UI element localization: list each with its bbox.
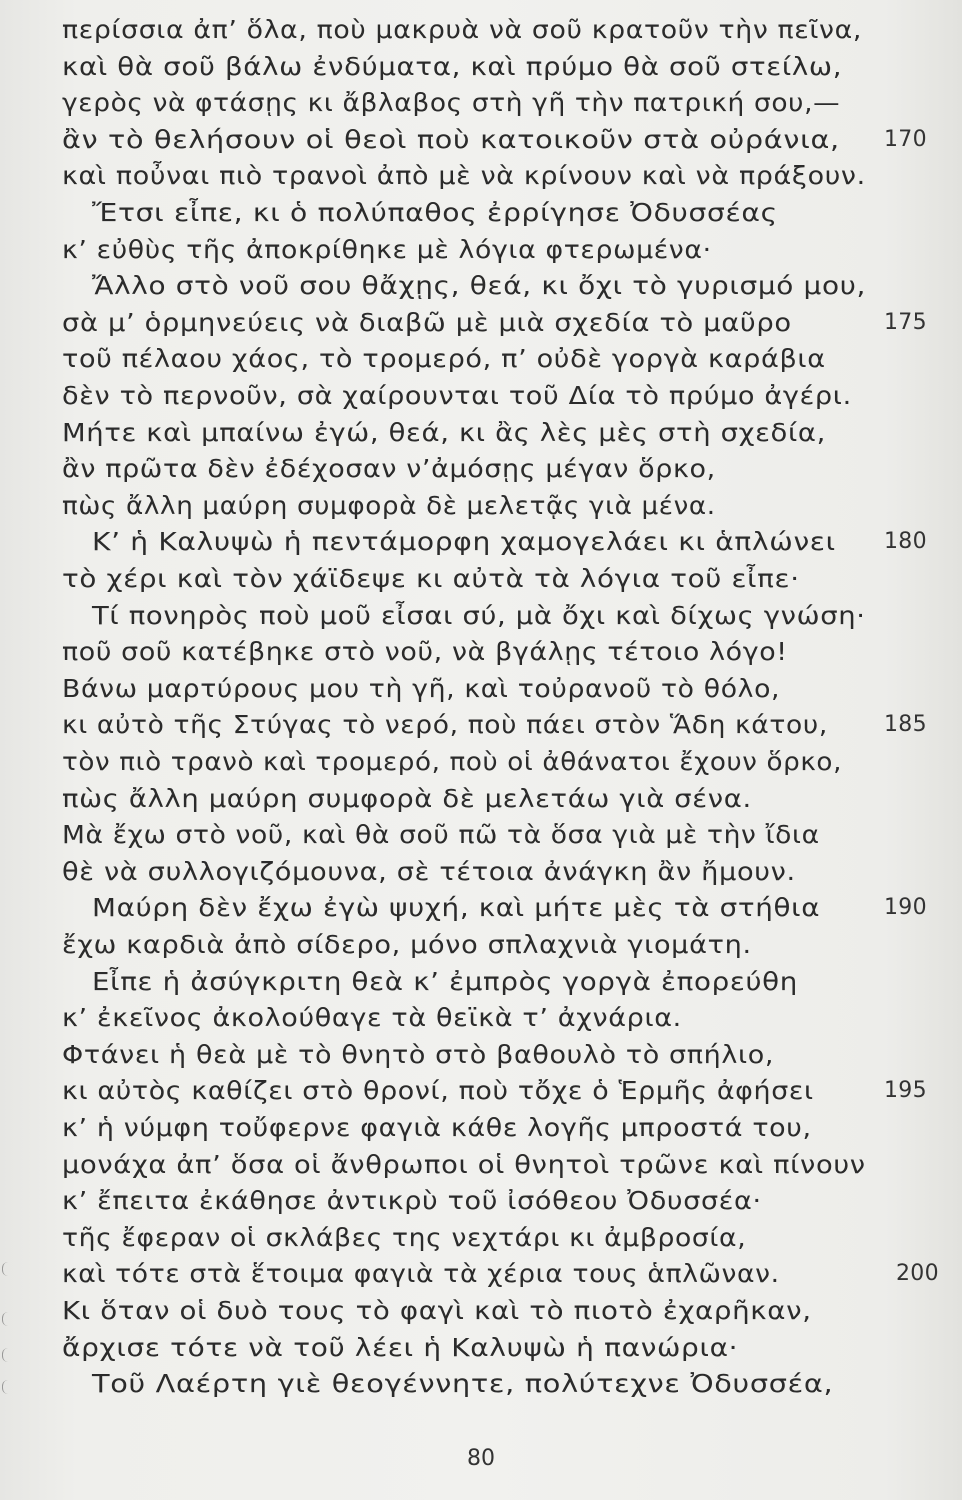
verse-line — [0, 230, 962, 270]
verse-line — [0, 1218, 962, 1258]
verse-text: ἔχω καρδιὰ ἀπὸ σίδερο, μόνο σπλαχνιὰ γιομάτη. — [62, 930, 752, 959]
verse-line — [0, 925, 962, 965]
verse-text: κι αὐτὸς καθίζει στὸ θρονί, ποὺ τὄχε ὁ Ἑρμῆς ἀφήσει — [62, 1076, 814, 1106]
verse-line — [0, 1035, 962, 1075]
verse-text: μονάχα ἀπ’ ὅσα οἱ ἄνθρωποι οἱ θνητοὶ τρῶνε καὶ πίνουν — [62, 1149, 866, 1179]
verse-text: περίσσια ἀπ’ ὅλα, ποὺ μακρυὰ νὰ σοῦ κρατοῦν τὴν πεῖνα, — [62, 15, 863, 44]
verse-line — [0, 10, 962, 50]
verse-line — [0, 669, 962, 709]
verse-text: ἂν πρῶτα δὲν ἐδέχοσαν ν’ἀμόσῃς μέγαν ὅρκο, — [62, 454, 716, 484]
verse-line — [0, 1291, 962, 1331]
verse-text: καὶ τότε στὰ ἕτοιμα φαγιὰ τὰ χέρια τους ἁπλῶναν. — [62, 1259, 780, 1289]
verse-text: τοῦ πέλαου χάος, τὸ τρομερό, π’ οὐδὲ γοργὰ καράβια — [62, 344, 826, 374]
verse-line — [0, 1108, 962, 1148]
verse-text: Τί πονηρὸς ποὺ μοῦ εἶσαι σύ, μὰ ὄχι καὶ δίχως γνώση· — [92, 600, 866, 630]
line-number: 195 — [884, 1078, 927, 1104]
verse-text: πὼς ἄλλη μαύρη συμφορὰ δὲ μελετᾷς γιὰ μένα. — [62, 490, 716, 520]
verse-line — [0, 888, 962, 928]
verse-text: καὶ ποὖναι πιὸ τρανοὶ ἀπὸ μὲ νὰ κρίνουν καὶ νὰ πράξουν. — [62, 161, 866, 191]
verse-line — [0, 815, 962, 855]
line-number: 175 — [884, 309, 927, 335]
verse-text: Τοῦ Λαέρτη γιὲ θεογέννητε, πολύτεχνε Ὀδυσσέα, — [92, 1369, 834, 1399]
verse-text: γερὸς νὰ φτάσῃς κι ἄβλαβος στὴ γῆ τὴν πατρική σου,— — [62, 88, 841, 118]
verse-line — [0, 596, 962, 636]
line-number: 180 — [884, 529, 927, 555]
verse-line — [0, 632, 962, 672]
verse-line — [0, 156, 962, 196]
verse-line — [0, 449, 962, 489]
verse-text: κ’ ἔπειτα ἐκάθησε ἀντικρὺ τοῦ ἰσόθεου Ὀδυσσέα· — [62, 1186, 762, 1216]
verse-line — [0, 266, 962, 306]
verse-text: κ’ ἐκεῖνος ἀκολούθαγε τὰ θεϊκὰ τ’ ἀχνάρια. — [62, 1003, 682, 1033]
verse-text: ποῦ σοῦ κατέβηκε στὸ νοῦ, νὰ βγάλῃς τέτοιο λόγο! — [62, 637, 788, 667]
line-number: 170 — [884, 126, 927, 152]
verse-line — [0, 413, 962, 453]
page-number: 80 — [467, 1446, 495, 1471]
verse-text: Ἔτσι εἶπε, κι ὁ πολύπαθος ἐρρίγησε Ὀδυσσέας — [92, 198, 778, 227]
verse-text: ἂν τὸ θελήσουν οἱ θεοὶ ποὺ κατοικοῦν στὰ οὐράνια, — [62, 124, 840, 154]
verse-text: κ’ ἡ νύμφη τοὔφερνε φαγιὰ κάθε λογῆς μπροστά του, — [62, 1113, 812, 1142]
verse-text: τῆς ἔφεραν οἱ σκλάβες της νεχτάρι κι ἀμβροσία, — [62, 1222, 747, 1252]
verse-text: καὶ θὰ σοῦ βάλω ἐνδύματα, καὶ πρύμο θὰ σοῦ στείλω, — [62, 51, 843, 81]
verse-line — [0, 998, 962, 1038]
verse-line — [0, 1254, 962, 1294]
verse-line — [0, 303, 962, 343]
verse-line — [0, 1364, 962, 1404]
verse-text: κ’ εὐθὺς τῆς ἀποκρίθηκε μὲ λόγια φτερωμένα· — [62, 234, 712, 264]
verse-line — [0, 83, 962, 123]
verse-text: Μήτε καὶ μπαίνω ἐγώ, θεά, κι ἂς λὲς μὲς στὴ σχεδία, — [62, 417, 827, 447]
verse-text: πὼς ἄλλη μαύρη συμφορὰ δὲ μελετάω γιὰ σένα. — [62, 783, 752, 813]
verse-line — [0, 47, 962, 87]
verse-line — [0, 852, 962, 892]
verse-text: Εἶπε ἡ ἀσύγκριτη θεὰ κ’ ἐμπρὸς γοργὰ ἐπορεύθη — [92, 966, 799, 996]
verse-text: Μὰ ἔχω στὸ νοῦ, καὶ θὰ σοῦ πῶ τὰ ὅσα γιὰ μὲ τὴν ἴδια — [62, 820, 820, 850]
verse-text: Ἄλλο στὸ νοῦ σου θἄχῃς, θεά, κι ὄχι τὸ γυρισμό μου, — [92, 271, 867, 301]
verse-line — [0, 1145, 962, 1185]
verse-line — [0, 486, 962, 526]
verse-line — [0, 1071, 962, 1111]
verse-line — [0, 962, 962, 1002]
verse-line — [0, 376, 962, 416]
verse-line — [0, 193, 962, 233]
verse-text: σὰ μ’ ὁρμηνεύεις νὰ διαβῶ μὲ μιὰ σχεδία τὸ μαῦρο — [62, 307, 792, 337]
verse-text: τὸ χέρι καὶ τὸν χάϊδεψε κι αὐτὰ τὰ λόγια τοῦ εἶπε· — [62, 564, 800, 593]
line-number: 190 — [884, 895, 927, 921]
line-number: 200 — [896, 1261, 939, 1287]
verse-text: τὸν πιὸ τρανὸ καὶ τρομερό, ποὺ οἱ ἀθάνατοι ἔχουν ὅρκο, — [62, 747, 843, 776]
verse-line — [0, 120, 962, 160]
verse-text: Κ’ ἡ Καλυψὼ ἡ πεντάμορφη χαμογελάει κι ἁπλώνει — [92, 527, 836, 557]
verse-text: Μαύρη δὲν ἔχω ἐγὼ ψυχή, καὶ μήτε μὲς τὰ στήθια — [92, 893, 821, 923]
verse-line — [0, 1328, 962, 1368]
verse-text: Φτάνει ἡ θεὰ μὲ τὸ θνητὸ στὸ βαθουλὸ τὸ σπήλιο, — [62, 1039, 775, 1069]
line-number: 185 — [884, 712, 927, 738]
verse-line — [0, 705, 962, 745]
verse-line — [0, 779, 962, 819]
verse-text: Κι ὅταν οἱ δυὸ τους τὸ φαγὶ καὶ τὸ πιοτὸ ἐχαρῆκαν, — [62, 1296, 812, 1325]
verse-line — [0, 559, 962, 599]
verse-line — [0, 522, 962, 562]
verse-text: κι αὐτὸ τῆς Στύγας τὸ νερό, ποὺ πάει στὸν Ἅδη κάτου, — [62, 710, 828, 740]
verse-text: ἄρχισε τότε νὰ τοῦ λέει ἡ Καλυψὼ ἡ πανώρια· — [62, 1332, 739, 1362]
verse-line — [0, 1181, 962, 1221]
verse-line — [0, 742, 962, 782]
verse-text: Βάνω μαρτύρους μου τὴ γῆ, καὶ τοὐρανοῦ τὸ θόλο, — [62, 673, 781, 703]
verse-line — [0, 339, 962, 379]
verse-text: θὲ νὰ συλλογιζόμουνα, σὲ τέτοια ἀνάγκη ἂν ἤμουν. — [62, 856, 796, 886]
verse-text: δὲν τὸ περνοῦν, σὰ χαίρουνται τοῦ Δία τὸ πρύμο ἀγέρι. — [62, 381, 852, 410]
